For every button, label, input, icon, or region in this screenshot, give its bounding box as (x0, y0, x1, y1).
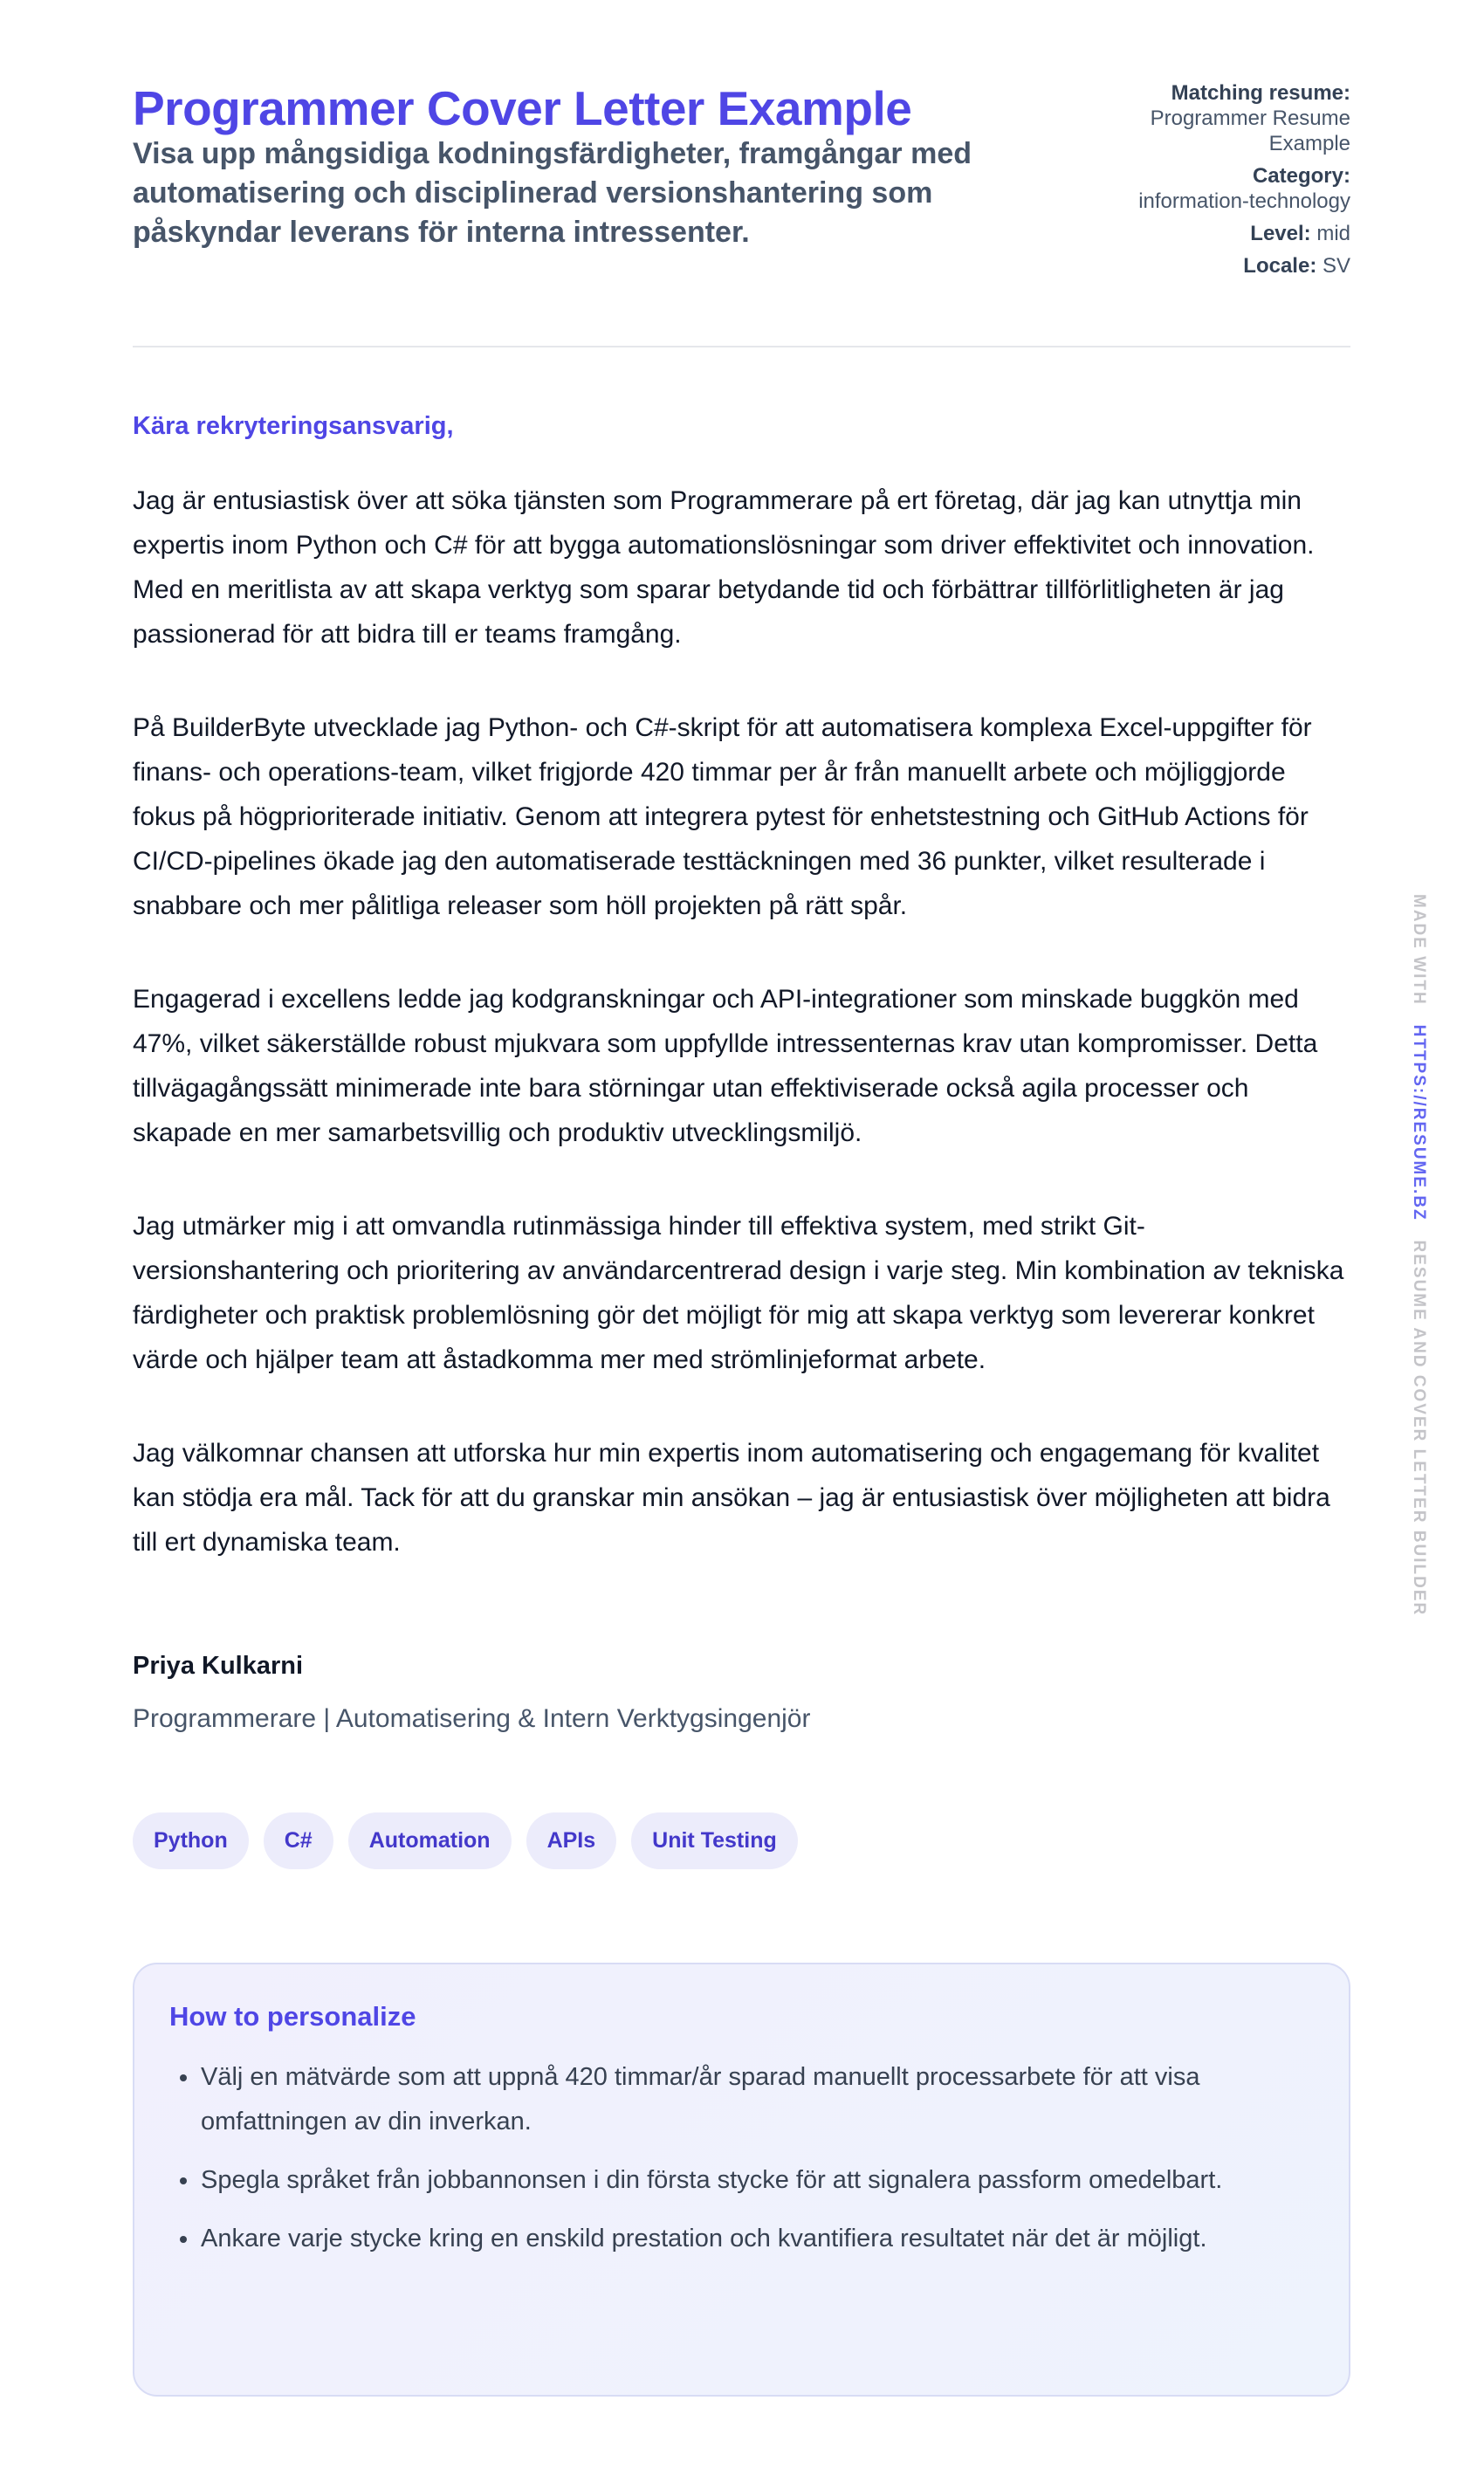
locale-label: Locale: (1243, 254, 1317, 278)
level-value: mid (1316, 222, 1350, 245)
builder-tagline: RESUME AND COVER LETTER BUILDER (1410, 1240, 1428, 1617)
personalize-tips-box (133, 1963, 1350, 2397)
paragraph: Jag välkomnar chansen att utforska hur min expertis inom automatisering och engagemang för kvalitet kan stödja era mål. Tack för att du granskar min ansökan – jag är entusiastisk över möjligheten att bidra till ert dynamiska team. (133, 1439, 1330, 1557)
tag: APIs (526, 1812, 617, 1869)
signature-name: Priya Kulkarni (133, 1652, 304, 1680)
made-with-banner (1409, 894, 1428, 1616)
tag: Python (133, 1812, 249, 1869)
category-label: Category: (1252, 164, 1350, 188)
tips-list (169, 2055, 1314, 2261)
tag: Unit Testing (631, 1812, 798, 1869)
tag: C# (264, 1812, 333, 1869)
skill-tags (133, 1812, 798, 1869)
tip-item: Spegla språket från jobbannonsen i din första stycke för att signalera passform omedelbart. (201, 2158, 1314, 2203)
paragraph: På BuilderByte utvecklade jag Python- och C#-skript för att automatisera komplexa Excel-uppgifter för finans- och operations-team, vilket frigjorde 420 timmar per år från manuellt arbete och möjliggjorde fokus på högprioriterade initiativ. Genom att integrera pytest för enhetstestning och GitHub Actions för CI/CD-pipelines ökade jag den automatiserade testtäckningen med 36 punkter, vilket resulterade i snabbare och mer pålitliga releaser som höll projekten på rätt spår. (133, 713, 1312, 920)
locale-value: SV (1322, 254, 1350, 278)
letter-body (133, 478, 1350, 1613)
page-header (133, 80, 1350, 347)
paragraph: Engagerad i excellens ledde jag kodgranskningar och API-integrationer som minskade buggkön med 47%, vilket säkerställde robust mjukvara som uppfyllde intressenternas krav utan kompromisser. Detta tillvägagångssätt minimerade inte bara störningar utan effektiviserade också agila processer och skapade en mer samarbetsvillig och produktiv utvecklingsmiljö. (133, 985, 1318, 1147)
greeting: Kära rekryteringsansvarig, (133, 412, 454, 440)
made-with-text: MADE WITH (1410, 894, 1428, 1006)
tips-title: How to personalize (169, 2001, 416, 2032)
page-subtitle: Visa upp mångsidiga kodningsfärdigheter, framgångar med automatisering och disciplinerad versionshantering som påskyndar leverans för interna intressenter. (133, 137, 972, 249)
category-value: information-technology (1138, 189, 1350, 213)
page-title: Programmer Cover Letter Example (133, 81, 912, 135)
matching-label: Matching resume: (1171, 81, 1350, 105)
paragraph: Jag är entusiastisk över att söka tjänsten som Programmerare på ert företag, där jag kan utnyttja min expertis inom Python och C# för att bygga automationslösningar som driver effektivitet och innovation. Med en meritlista av att skapa verktyg som sparar betydande tid och förbättrar tillförlitligheten är jag passionerad för att bidra till er teams framgång. (133, 486, 1315, 649)
paragraph: Jag utmärker mig i att omvandla rutinmässiga hinder till effektiva system, med strikt Git-versionshantering och prioritering av användarcentrerad design i varje steg. Min kombination av tekniska färdigheter och praktisk problemlösning gör det möjligt för mig att skapa verktyg som levererar konkret värde och hjälper team att åstadkomma mer med strömlinjeformat arbete. (133, 1212, 1344, 1374)
tip-item: Välj en mätvärde som att uppnå 420 timmar/år sparad manuellt processarbete för att visa omfattningen av din inverkan. (201, 2055, 1314, 2144)
resume-bz-link[interactable]: HTTPS://RESUME.BZ (1410, 1024, 1428, 1221)
meta-panel (1123, 80, 1350, 285)
matching-resume-link[interactable]: Programmer Resume Example (1150, 107, 1350, 155)
tag: Automation (348, 1812, 512, 1869)
tip-item: Ankare varje stycke kring en enskild prestation och kvantifiera resultatet när det är möjligt. (201, 2217, 1314, 2261)
level-label: Level: (1250, 222, 1311, 245)
signature-title: Programmerare | Automatisering & Intern Verktygsingenjör (133, 1704, 811, 1733)
